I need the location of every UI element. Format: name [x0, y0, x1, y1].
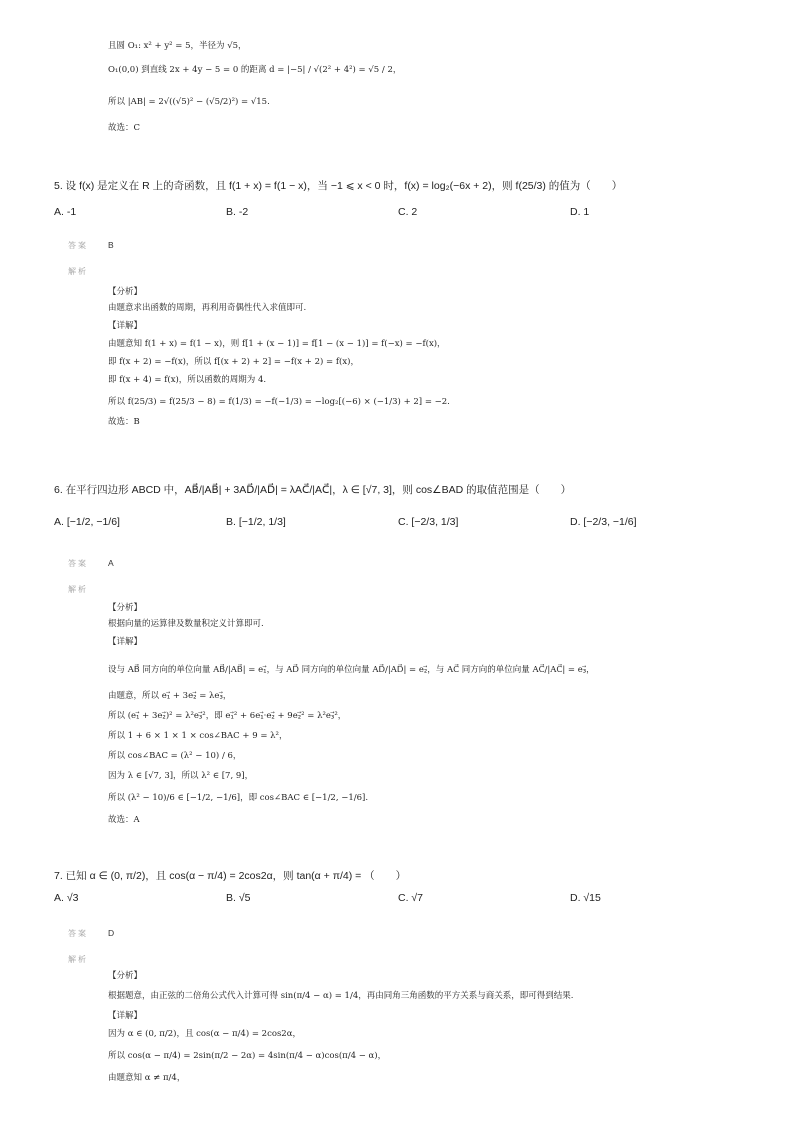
- question-stem: 5. 设 f(x) 是定义在 R 上的奇函数，且 f(1 + x) = f(1 − x)，当 −1 ⩽ x < 0 时，f(x) = log₂(−6x + 2)，则 f(25/3) 的值为（ ）: [54, 180, 623, 192]
- text-line: 因为 α ∈ (0, π/2)，且 cos(α − π/4) = 2cos2α，: [108, 1029, 301, 1039]
- text-line: 由题意知 f(1 + x) = f(1 − x)，则 f[1 + (x − 1)] = f[1 − (x − 1)] = f(−x) = −f(x)，: [108, 339, 446, 349]
- text-line: O₁(0,0) 到直线 2x + 4y − 5 = 0 的距离 d = |−5| / √(2² + 4²) = √5 / 2，: [108, 65, 402, 75]
- text-line: 所以 f(25/3) = f(25/3 − 8) = f(1/3) = −f(−1/3) = −log₂[(−6) × (−1/3) + 2] = −2.: [108, 397, 450, 407]
- option-c: C. 2: [398, 206, 418, 218]
- text-line: 故选：C: [108, 123, 141, 133]
- text-line: 由题意，所以 e₁⃗ + 3e₂⃗ = λe₃⃗，: [108, 691, 232, 701]
- text-line: 且圆 O₁: x² + y² = 5，半径为 √5，: [108, 41, 247, 51]
- text-line: 根据向量的运算律及数量积定义计算即可.: [108, 619, 264, 629]
- option-d: D. 1: [570, 206, 590, 218]
- text-line: 故选：B: [108, 417, 140, 427]
- text-line: 所以 cos∠BAC = (λ² − 10) / 6，: [108, 751, 242, 761]
- option-a: A. [−1/2, −1/6]: [54, 516, 120, 528]
- text-line: 【分析】: [108, 287, 143, 297]
- option-d: D. [−2/3, −1/6]: [570, 516, 637, 528]
- text-line: 所以 (λ² − 10)/6 ∈ [−1/2, −1/6]，即 cos∠BAC ∈ [−1/2, −1/6].: [108, 793, 369, 803]
- text-line: 即 f(x + 4) = f(x)，所以函数的周期为 4.: [108, 375, 267, 385]
- text-line: 【分析】: [108, 603, 143, 613]
- option-c: C. √7: [398, 892, 424, 904]
- text-line: 设与 AB⃗ 同方向的单位向量 AB⃗/|AB⃗| = e₁⃗，与 AD⃗ 同方向的单位向量 AD⃗/|AD⃗| = e₂⃗，与 AC⃗ 同方向的单位向量 AC⃗/|AC⃗| = e₃⃗，: [108, 665, 595, 675]
- question-stem: 6. 在平行四边形 ABCD 中，AB⃗/|AB⃗| + 3AD⃗/|AD⃗| = λAC⃗/|AC⃗|，λ ∈ [√7, 3]，则 cos∠BAD 的取值范围是（ ）: [54, 484, 572, 496]
- text-line: 【详解】: [108, 1011, 143, 1021]
- option-c: C. [−2/3, 1/3]: [398, 516, 459, 528]
- text-line: 所以 (e₁⃗ + 3e₂⃗)² = λ²e₃⃗²，即 e₁⃗² + 6e₁⃗·e₂⃗ + 9e₂⃗² = λ²e₃⃗²，: [108, 711, 347, 721]
- text-line: 即 f(x + 2) = −f(x)，所以 f[(x + 2) + 2] = −f(x + 2) = f(x)，: [108, 357, 359, 367]
- option-b: B. √5: [226, 892, 251, 904]
- option-a: A. √3: [54, 892, 79, 904]
- analysis-label: 解析: [68, 955, 88, 964]
- option-a: A. -1: [54, 206, 77, 218]
- analysis-label: 解析: [68, 585, 88, 594]
- answer-label: 答案: [68, 241, 88, 250]
- text-line: 根据题意，由正弦的二倍角公式代入计算可得 sin(π/4 − α) = 1/4，再由同角三角函数的平方关系与商关系，即可得到结果.: [108, 991, 574, 1001]
- answer-value: B: [108, 240, 114, 250]
- option-b: B. [−1/2, 1/3]: [226, 516, 286, 528]
- text-line: 由题意知 α ≠ π/4，: [108, 1073, 186, 1083]
- option-d: D. √15: [570, 892, 601, 904]
- text-line: 故选：A: [108, 815, 140, 825]
- text-line: 【详解】: [108, 637, 143, 647]
- text-line: 【详解】: [108, 321, 143, 331]
- answer-value: D: [108, 928, 115, 938]
- text-line: 所以 1 + 6 × 1 × 1 × cos∠BAC + 9 = λ²，: [108, 731, 288, 741]
- text-line: 由题意求出函数的周期，再利用奇偶性代入求值即可.: [108, 303, 307, 313]
- text-line: 因为 λ ∈ [√7, 3]，所以 λ² ∈ [7, 9]，: [108, 771, 254, 781]
- text-line: 所以 cos(α − π/4) = 2sin(π/2 − 2α) = 4sin(π/4 − α)cos(π/4 − α)，: [108, 1051, 387, 1061]
- answer-label: 答案: [68, 559, 88, 568]
- answer-value: A: [108, 558, 114, 568]
- option-b: B. -2: [226, 206, 249, 218]
- question-stem: 7. 已知 α ∈ (0, π/2)，且 cos(α − π/4) = 2cos2α，则 tan(α + π/4) = （ ）: [54, 870, 407, 882]
- text-line: 【分析】: [108, 971, 143, 981]
- analysis-label: 解析: [68, 267, 88, 276]
- text-line: 所以 |AB| = 2√((√5)² − (√5/2)²) = √15.: [108, 97, 270, 107]
- answer-label: 答案: [68, 929, 88, 938]
